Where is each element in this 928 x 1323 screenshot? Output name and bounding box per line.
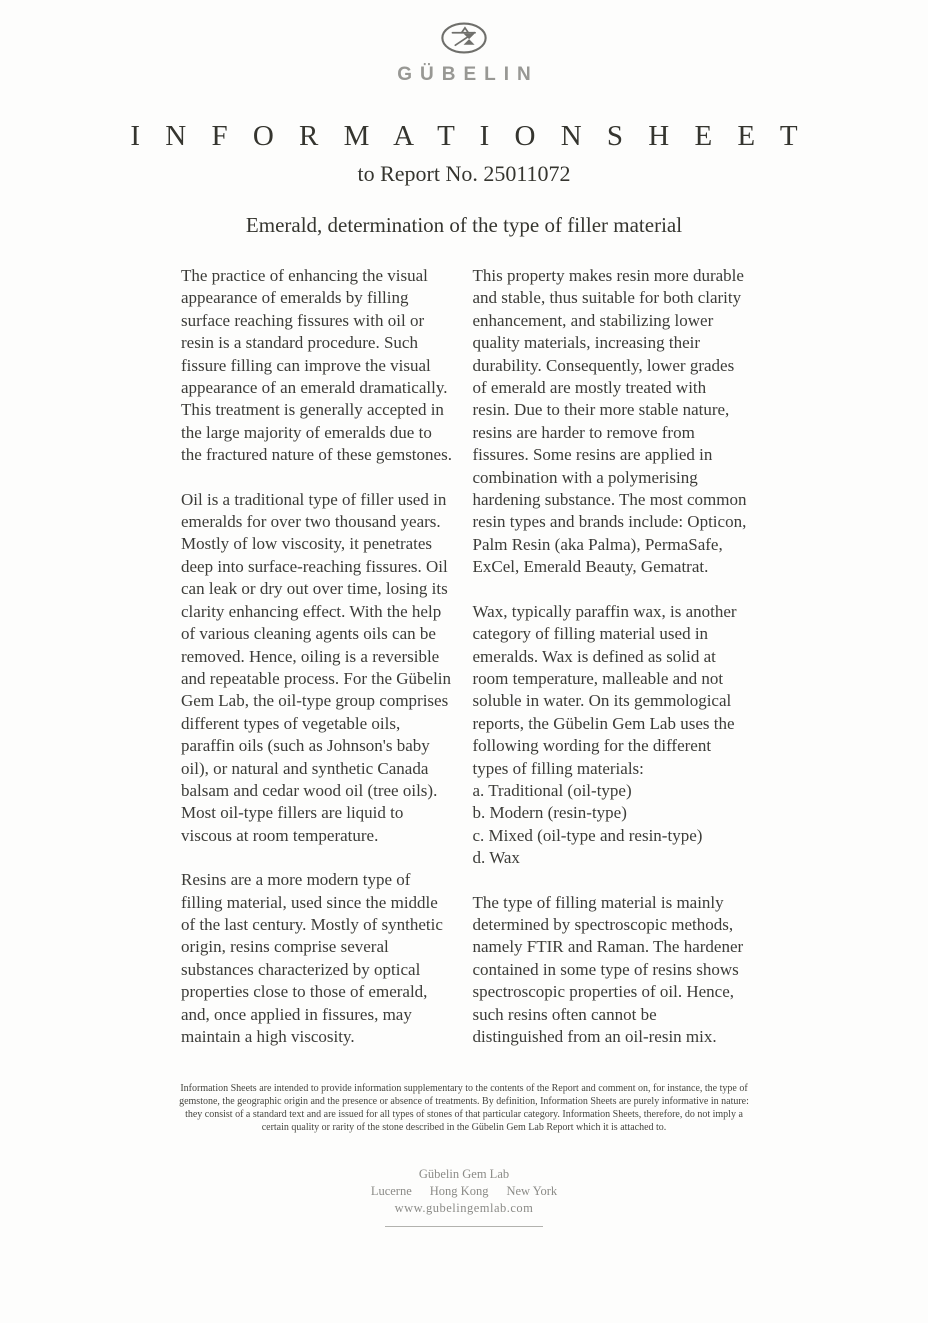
- disclaimer-text: Information Sheets are intended to provide information supplementary to the contents of the Report and comment on, for instance, the type of gemstone, the geographic origin and the presence or absence of treatments. By definition, Information Sheets are purely informative in nature: they consist of a standard text and are issued for all types of stones of that particular category. Information Sheets, therefore, do not imply a certain quality or rarity of the stone described in the Gübelin Gem Lab Report which it is attached to.: [179, 1083, 749, 1134]
- footer-city-newyork: New York: [506, 1184, 558, 1199]
- left-column: [181, 265, 456, 1048]
- footer-city-lucerne: Lucerne: [370, 1184, 412, 1199]
- footer-cities: [0, 1183, 928, 1200]
- document-heading: Emerald, determination of the type of filler material: [245, 213, 683, 237]
- filler-type-list: [473, 780, 748, 870]
- page-title: I N F O R M A T I O N S H E E T: [130, 120, 807, 152]
- brand-wordmark: GÜBELIN: [397, 64, 539, 85]
- gubelin-logo-icon: [439, 20, 489, 56]
- paragraph-resin-properties: This property makes resin more durable and stable, thus suitable for both clarity enhancement, and stabilizing lower quality materials, increasing their durability. Consequently, lower grades of emerald are mostly treated with resin. Due to their more stable nature, resins are harder to remove from fissures. Some resins are applied in combination with a polymerising hardening substance. The most common resin types and brands include: Opticon, Palm Resin (aka Palma), PermaSafe, ExCel, Emerald Beauty, Gematrat.: [472, 266, 747, 577]
- list-item-mixed: c. Mixed (oil-type and resin-type): [472, 825, 703, 845]
- paragraph-resins: Resins are a more modern type of filling material, used since the middle of the last century. Mostly of synthetic origin, resins comprise several substances characterized by optical properties close to those of emerald, and, once applied in fissures, may maintain a high viscosity.: [181, 870, 443, 1046]
- footer: [0, 1166, 928, 1227]
- paragraph-practice: The practice of enhancing the visual appearance of emeralds by filling surface reaching fissures with oil or resin is a standard procedure. Such fissure filling can improve the visual appearance of an emerald dramatically. This treatment is generally accepted in the large majority of emeralds due to the fractured nature of these gemstones.: [181, 266, 452, 465]
- list-item-traditional: a. Traditional (oil-type): [472, 780, 632, 800]
- body-columns: [181, 265, 747, 1048]
- list-item-modern: b. Modern (resin-type): [472, 803, 627, 823]
- footer-divider: [385, 1226, 543, 1227]
- paragraph-wax: Wax, typically paraffin wax, is another category of filling material used in emeralds. Wax is defined as solid at room temperature, malleable and not soluble in water. On its gemmological reports, the Gübelin Gem Lab uses the following wording for the different types of filling materials:: [472, 601, 737, 778]
- list-item-wax: d. Wax: [472, 848, 520, 868]
- paragraph-oil: Oil is a traditional type of filler used in emeralds for over two thousand years. Mostly of low viscosity, it penetrates deep into surface-reaching fissures. Oil can leak or dry out over time, losing its clarity enhancing effect. With the help of various cleaning agents oils can be removed. Hence, oiling is a reversible and repeatable process. For the Gübelin Gem Lab, the oil-type group comprises different types of vegetable oils, paraffin oils (such as Johnson's baby oil), or natural and synthetic Canada balsam and cedar wood oil (tree oils). Most oil-type fillers are liquid to viscous at room temperature.: [181, 489, 452, 845]
- brand-header: [0, 0, 928, 86]
- paragraph-spectroscopy: The type of filling material is mainly determined by spectroscopic methods, namely FTIR and Raman. The hardener contained in some type of resins shows spectroscopic properties of oil. Hence, such resins often cannot be distinguished from an oil-resin mix.: [472, 892, 744, 1046]
- footer-city-hongkong: Hong Kong: [429, 1184, 489, 1199]
- footer-website: www.gubelingemlab.com: [394, 1201, 534, 1216]
- right-column: [473, 265, 748, 1048]
- report-number-subtitle: to Report No. 25011072: [357, 161, 571, 186]
- footer-lab-name: Gübelin Gem Lab: [418, 1167, 510, 1182]
